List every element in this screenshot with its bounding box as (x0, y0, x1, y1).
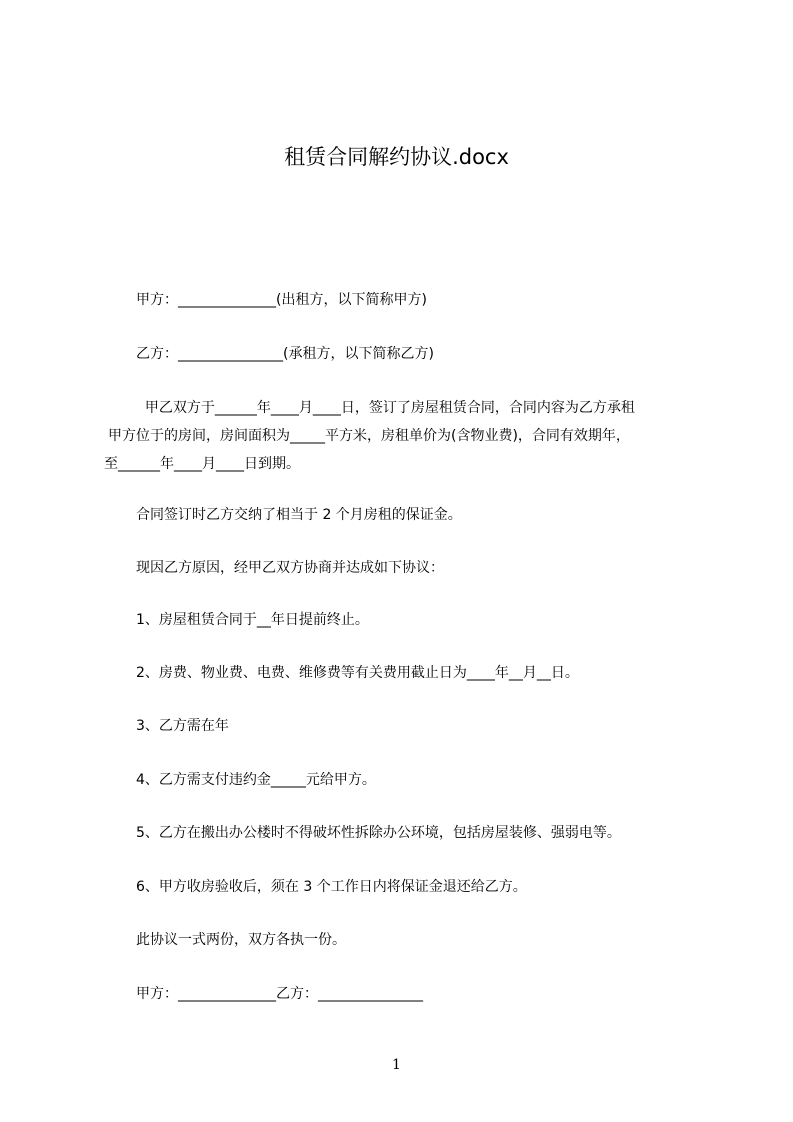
deposit-line: 合同签订时乙方交纳了相当于 2 个月房租的保证金。 (136, 507, 462, 523)
intro-line-1: 甲乙双方于______年____月____日，签订了房屋租赁合同，合同内容为乙方承租 (136, 400, 635, 416)
clause-4: 4、乙方需支付违约金_____元给甲方。 (136, 772, 376, 788)
copies-line: 此协议一式两份，双方各执一份。 (136, 932, 346, 948)
intro-line-2: 甲方位于的房间，房间面积为_____平方米，房租单价为(含物业费)，合同有效期年， (108, 428, 630, 444)
clause-1: 1、房屋租赁合同于__年日提前终止。 (136, 612, 369, 628)
intro-line-3: 至______年____月____日到期。 (104, 456, 300, 472)
intro-paragraph (104, 394, 704, 478)
signature-line: 甲方：______________乙方：_______________ (136, 986, 423, 1002)
clause-6: 6、甲方收房验收后，须在 3 个工作日内将保证金退还给乙方。 (136, 879, 527, 895)
party-b-line: 乙方：_______________(承租方，以下简称乙方) (136, 346, 434, 362)
clause-5: 5、乙方在搬出办公楼时不得破坏性拆除办公环境，包括房屋装修、强弱电等。 (136, 825, 621, 841)
document-title: 租赁合同解约协议.docx (284, 145, 509, 169)
clause-3: 3、乙方需在年 (136, 718, 229, 734)
page-number: 1 (392, 1057, 401, 1073)
clause-2: 2、房费、物业费、电费、维修费等有关费用截止日为____年__月__日。 (136, 665, 579, 681)
party-a-line: 甲方：______________(出租方，以下简称甲方) (136, 292, 427, 308)
reason-line: 现因乙方原因，经甲乙双方协商并达成如下协议： (136, 560, 444, 576)
